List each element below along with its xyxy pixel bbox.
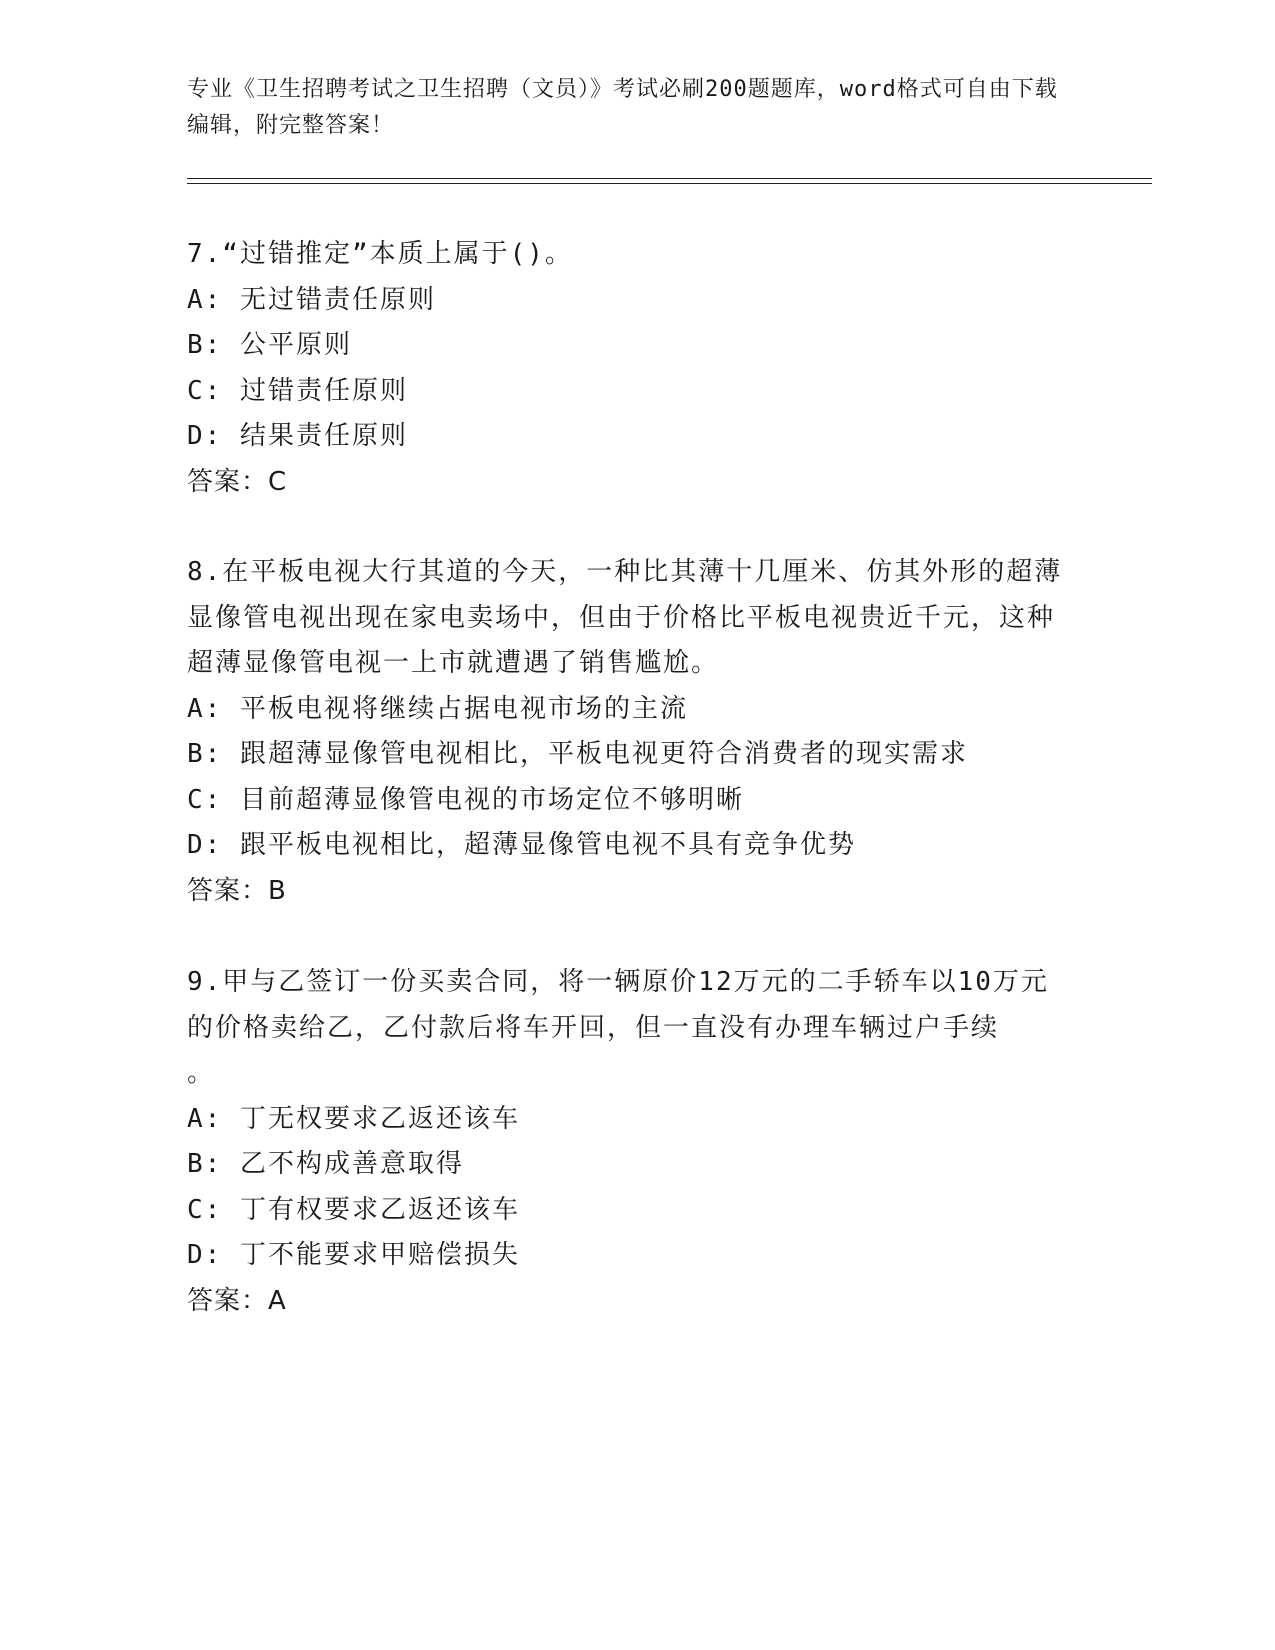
question-stem: 7.“过错推定”本质上属于()。 bbox=[187, 239, 573, 269]
question-stem: 9.甲与乙签订一份买卖合同，将一辆原价12万元的二手轿车以10万元的价格卖给乙，乙付款后将车开回，但一直没有办理车辆过户手续 bbox=[187, 967, 1049, 1043]
question-8 bbox=[187, 550, 1067, 914]
answer-line: 答案：A bbox=[187, 1285, 287, 1316]
question-7 bbox=[187, 232, 1067, 505]
option-d: D: 丁不能要求甲赔偿损失 bbox=[187, 1240, 520, 1270]
header-rule-top bbox=[187, 178, 1152, 179]
option-d: D: 结果责任原则 bbox=[187, 421, 408, 451]
option-b: B: 乙不构成善意取得 bbox=[187, 1149, 464, 1179]
option-a: A: 无过错责任原则 bbox=[187, 284, 436, 315]
option-c: C: 目前超薄显像管电视的市场定位不够明晰 bbox=[187, 784, 744, 815]
question-stem-tail: 。 bbox=[187, 1058, 216, 1088]
option-b: B: 公平原则 bbox=[187, 330, 352, 360]
answer-line: 答案：B bbox=[187, 875, 287, 906]
option-d: D: 跟平板电视相比，超薄显像管电视不具有竞争优势 bbox=[187, 830, 856, 860]
header-rule-bottom bbox=[187, 183, 1152, 184]
option-c: C: 丁有权要求乙返还该车 bbox=[187, 1194, 520, 1225]
answer-line: 答案：C bbox=[187, 466, 288, 497]
question-stem: 8.在平板电视大行其道的今天，一种比其薄十几厘米、仿其外形的超薄显像管电视出现在家电卖场中，但由于价格比平板电视贵近千元，这种超薄显像管电视一上市就遭遇了销售尴尬。 bbox=[187, 557, 1063, 678]
question-9 bbox=[187, 960, 1067, 1324]
option-a: A: 丁无权要求乙返还该车 bbox=[187, 1103, 520, 1134]
option-b: B: 跟超薄显像管电视相比，平板电视更符合消费者的现实需求 bbox=[187, 739, 968, 769]
option-a: A: 平板电视将继续占据电视市场的主流 bbox=[187, 693, 688, 724]
document-header: 专业《卫生招聘考试之卫生招聘（文员）》考试必刷200题题库，word格式可自由下载编辑，附完整答案！ bbox=[187, 77, 1058, 138]
option-c: C: 过错责任原则 bbox=[187, 375, 408, 406]
